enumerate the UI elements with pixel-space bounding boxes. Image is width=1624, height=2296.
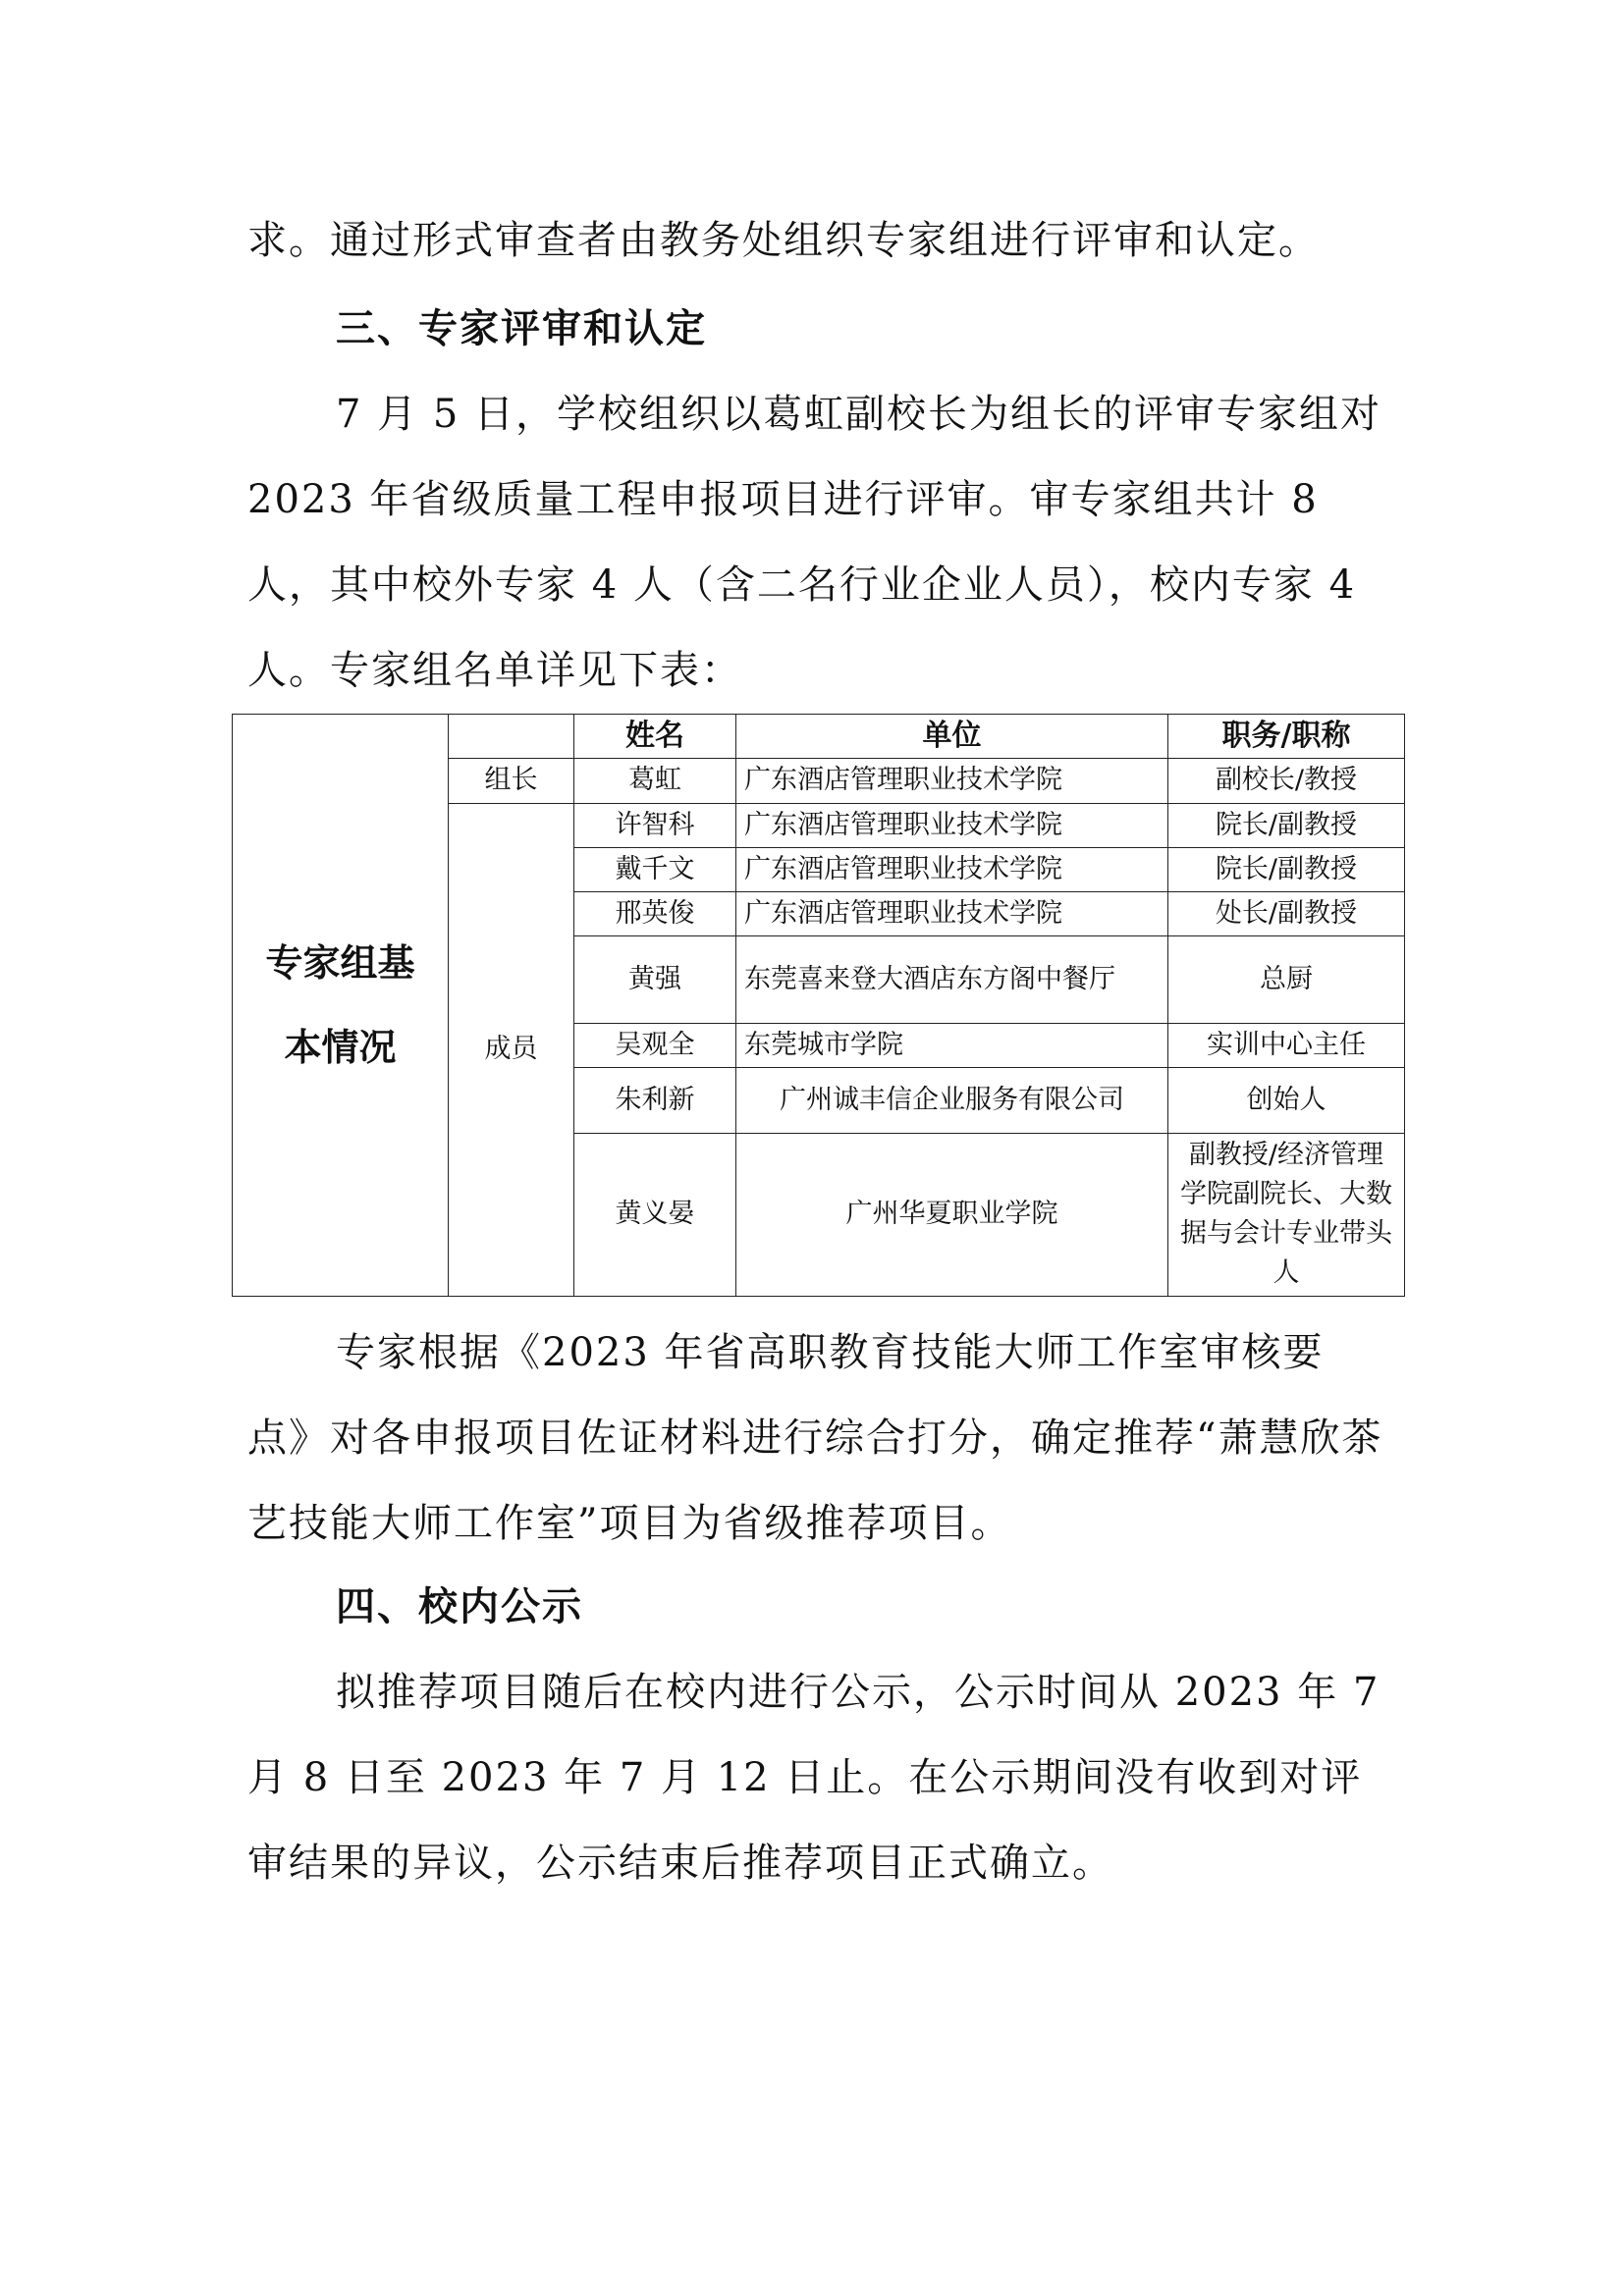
title-cell: 实训中心主任 — [1168, 1024, 1405, 1068]
title-cell: 处长/副教授 — [1168, 892, 1405, 936]
role-cell-leader: 组长 — [449, 759, 574, 803]
unit-cell: 广东酒店管理职业技术学院 — [736, 847, 1168, 891]
name-cell: 戴千文 — [574, 847, 736, 891]
unit-cell: 东莞喜来登大酒店东方阁中餐厅 — [736, 936, 1168, 1024]
title-cell: 副教授/经济管理学院副院长、大数据与会计专业带头人 — [1168, 1133, 1405, 1296]
group-label-cell: 专家组基本情况 — [233, 715, 449, 1297]
paragraph-publicity: 拟推荐项目随后在校内进行公示，公示时间从 2023 年 7 月 8 日至 2023 年 7 月 12 日止。在公示期间没有收到对评审结果的异议，公示结束后推荐项目正式确立。 — [247, 1670, 1380, 1886]
name-cell: 吴观全 — [574, 1024, 736, 1068]
paragraph-scoring: 专家根据《2023 年省高职教育技能大师工作室审核要点》对各申报项目佐证材料进行综合打分，确定推荐“萧慧欣茶艺技能大师工作室”项目为省级推荐项目。 — [247, 1330, 1383, 1546]
unit-cell: 广东酒店管理职业技术学院 — [736, 892, 1168, 936]
title-cell: 院长/副教授 — [1168, 803, 1405, 847]
title-cell: 院长/副教授 — [1168, 847, 1405, 891]
unit-cell: 广东酒店管理职业技术学院 — [736, 759, 1168, 803]
title-cell: 副校长/教授 — [1168, 759, 1405, 803]
unit-cell: 东莞城市学院 — [736, 1024, 1168, 1068]
unit-cell: 广东酒店管理职业技术学院 — [736, 803, 1168, 847]
header-unit: 单位 — [736, 715, 1168, 759]
table-header-row — [233, 715, 1405, 759]
role-cell-member: 成员 — [449, 803, 574, 1296]
unit-cell: 广州诚丰信企业服务有限公司 — [736, 1068, 1168, 1133]
header-title: 职务/职称 — [1168, 715, 1405, 759]
header-role — [449, 715, 574, 759]
expert-group-table — [232, 714, 1405, 1297]
name-cell: 许智科 — [574, 803, 736, 847]
paragraph-continuation: 求。通过形式审查者由教务处组织专家组进行评审和认定。 — [247, 218, 1320, 263]
title-cell: 总厨 — [1168, 936, 1405, 1024]
name-cell: 葛虹 — [574, 759, 736, 803]
name-cell: 黄义晏 — [574, 1133, 736, 1296]
header-name: 姓名 — [574, 715, 736, 759]
title-cell: 创始人 — [1168, 1068, 1405, 1133]
name-cell: 黄强 — [574, 936, 736, 1024]
section-heading-3: 三、专家评审和认定 — [336, 306, 707, 351]
paragraph-review: 7 月 5 日，学校组织以葛虹副校长为组长的评审专家组对 2023 年省级质量工程申报项目进行评审。审专家组共计 8 人，其中校外专家 4 人（含二名行业企业人员），校内专家 4 人。专家组名单详见下表： — [247, 392, 1382, 693]
unit-cell: 广州华夏职业学院 — [736, 1133, 1168, 1296]
section-heading-4: 四、校内公示 — [336, 1584, 583, 1629]
name-cell: 朱利新 — [574, 1068, 736, 1133]
name-cell: 邢英俊 — [574, 892, 736, 936]
